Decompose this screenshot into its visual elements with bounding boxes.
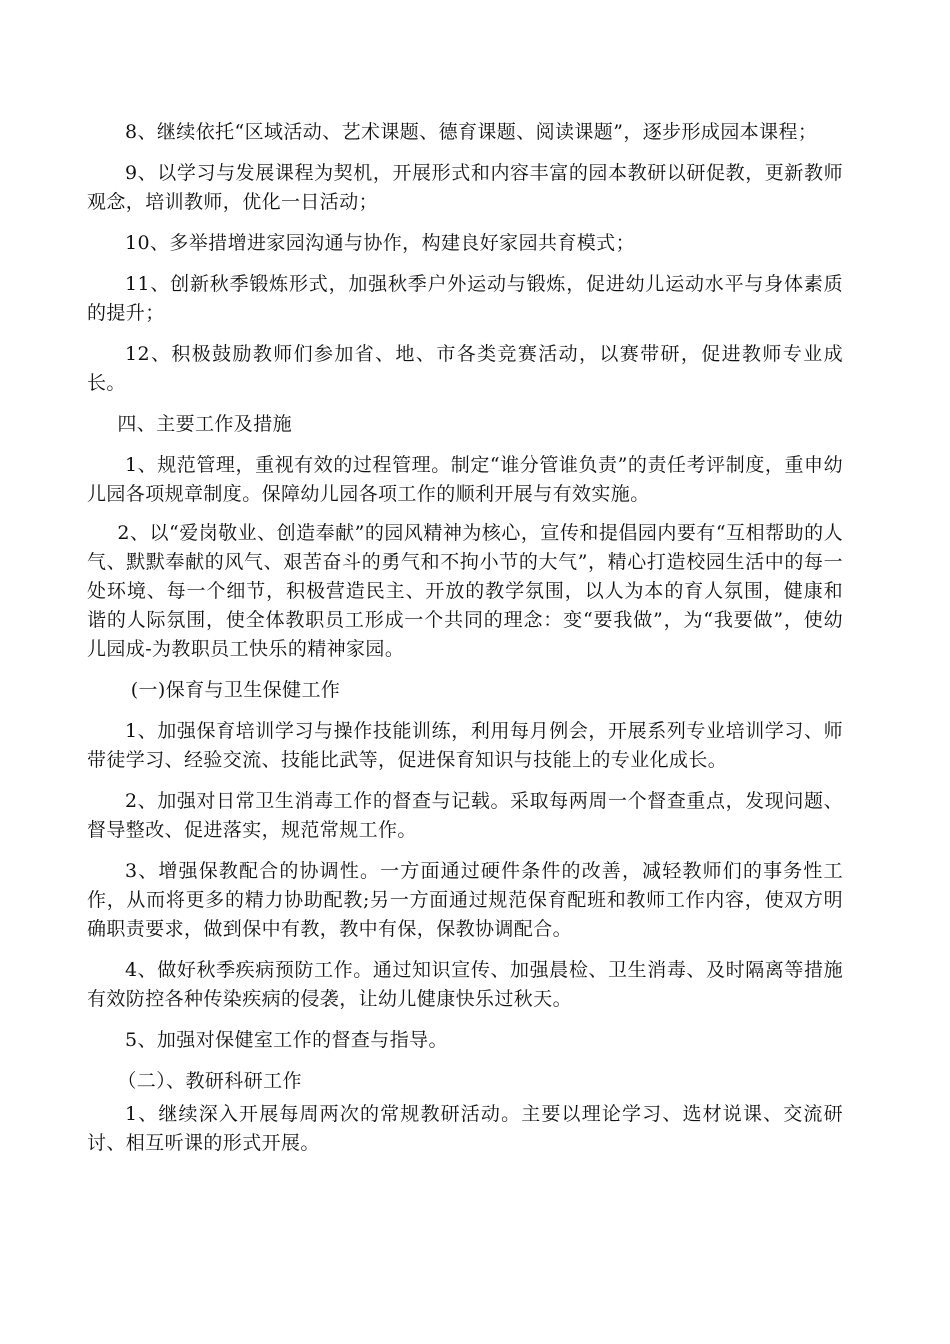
document-page [87,118,843,1158]
paragraph-spirit: 2、以“爱岗敬业、创造奉献”的园风精神为核心，宣传和提倡园内要有“互相帮助的人气、默默奉献的风气、艰苦奋斗的勇气和不拘小节的大气”，精心打造校园生活中的每一处环境、每一个细节，积极营造民主、开放的教学氛围，以人为本的育人氛围，健康和谐的人际氛围，使全体教职员工形成一个共同的理念：变“要我做”，为“我要做”，使幼儿园成-为教职员工快乐的精神家园。 [87,522,843,660]
paragraph-care-2: 2、加强对日常卫生消毒工作的督查与记载。采取每两周一个督查重点，发现问题、督导整改、促进落实，规范常规工作。 [87,790,843,841]
paragraph-management: 1、规范管理，重视有效的过程管理。制定“谁分管谁负责”的责任考评制度，重申幼儿园各项规章制度。保障幼儿园各项工作的顺利开展与有效实施。 [87,454,843,505]
paragraph-item-12: 12、积极鼓励教师们参加省、地、市各类竞赛活动，以赛带研，促进教师专业成长。 [87,343,843,394]
paragraph-item-8: 8、继续依托“区域活动、艺术课题、德育课题、阅读课题”，逐步形成园本课程； [125,121,818,143]
paragraph-research-1: 1、继续深入开展每周两次的常规教研活动。主要以理论学习、选材说课、交流研讨、相互听课的形式开展。 [87,1103,843,1154]
paragraph-care-3: 3、增强保教配合的协调性。一方面通过硬件条件的改善，减轻教师们的事务性工作，从而将更多的精力协助配教;另一方面通过规范保育配班和教师工作内容，使双方明确职责要求，做到保中有教，教中有保，保教协调配合。 [87,860,843,940]
section-heading-four: 四、主要工作及措施 [117,413,292,435]
paragraph-care-4: 4、做好秋季疾病预防工作。通过知识宣传、加强晨检、卫生消毒、及时隔离等措施有效防控各种传染疾病的侵袭，让幼儿健康快乐过秋天。 [87,959,843,1010]
paragraph-item-10: 10、多举措增进家园沟通与协作，构建良好家园共育模式； [125,232,635,254]
subsection-heading-research: （二）、教研科研工作 [117,1070,302,1092]
paragraph-care-5: 5、加强对保健室工作的督查与指导。 [125,1029,448,1051]
subsection-heading-care: (一)保育与卫生保健工作 [130,679,341,701]
paragraph-item-11: 11、创新秋季锻炼形式，加强秋季户外运动与锻炼，促进幼儿运动水平与身体素质的提升； [87,273,843,324]
paragraph-care-1: 1、加强保育培训学习与操作技能训练，利用每月例会，开展系列专业培训学习、师带徒学习、经验交流、技能比武等，促进保育知识与技能上的专业化成长。 [87,720,843,771]
paragraph-item-9: 9、以学习与发展课程为契机，开展形式和内容丰富的园本教研以研促教，更新教师观念，培训教师，优化一日活动； [87,162,843,213]
